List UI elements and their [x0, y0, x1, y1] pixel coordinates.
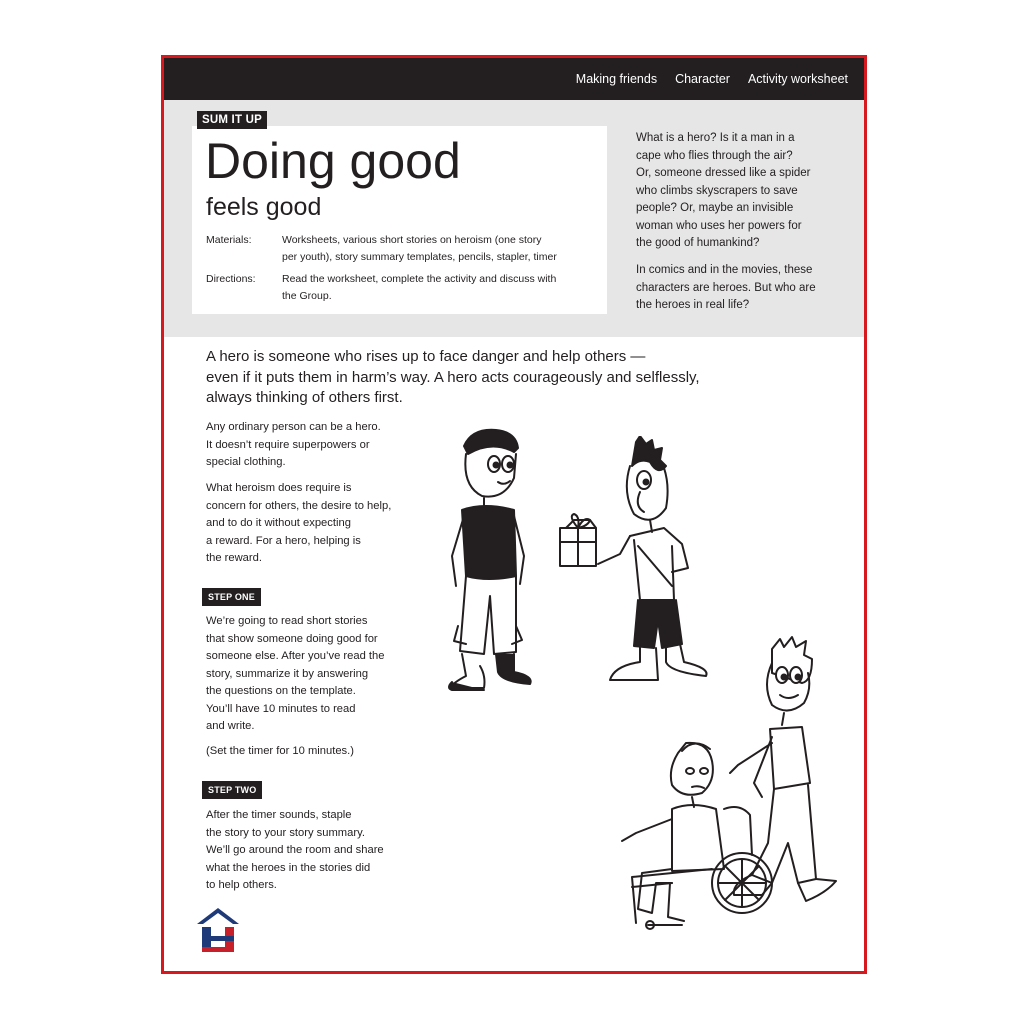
- body-paragraph-1: [206, 419, 406, 472]
- sum-it-up-badge: SUM IT UP: [197, 111, 267, 129]
- intro-paragraph-2: [636, 262, 826, 315]
- intro-line: What is a hero? Is it a man in a: [636, 132, 795, 144]
- intro-line: woman who uses her powers for: [636, 219, 802, 232]
- nav-character[interactable]: Character: [675, 72, 730, 86]
- step-line: We’re going to read short stories: [206, 615, 368, 627]
- directions-line: the Group.: [282, 289, 332, 302]
- intro-line: the heroes in real life?: [636, 299, 750, 311]
- step-line: story, summarize it by answering: [206, 667, 369, 680]
- boys-girls-club-logo-icon: [194, 904, 242, 954]
- directions-line: Read the worksheet, complete the activity and discuss with: [282, 273, 557, 285]
- lead-line: A hero is someone who rises up to face danger and help others —: [206, 348, 646, 365]
- step-one-text: [206, 613, 406, 736]
- step-line: the questions on the template.: [206, 685, 356, 697]
- lead-paragraph: [206, 347, 726, 409]
- step-line: After the timer sounds, staple: [206, 809, 352, 821]
- body-line: the reward.: [206, 552, 262, 564]
- step-line: to help others.: [206, 879, 277, 891]
- lead-line: always thinking of others first.: [206, 389, 403, 406]
- intro-line: the good of humankind?: [636, 237, 760, 249]
- nav-making-friends[interactable]: Making friends: [575, 72, 658, 86]
- step-line: and write.: [206, 720, 255, 732]
- directions-text: [282, 271, 602, 304]
- step-two-text: [206, 807, 406, 895]
- body-line: and to do it without expecting: [206, 517, 351, 529]
- materials-line: Worksheets, various short stories on heroism (one story: [282, 234, 542, 246]
- materials-text: [282, 232, 602, 265]
- worksheet-page: [161, 55, 867, 974]
- intro-line: characters are heroes. But who are: [636, 281, 816, 294]
- intro-line: people? Or, maybe an invisible: [636, 202, 794, 214]
- intro-line: cape who flies through the air?: [636, 149, 793, 162]
- intro-line: Or, someone dressed like a spider: [636, 167, 811, 179]
- boy-standing-illustration: [444, 426, 554, 691]
- directions-label: Directions:: [206, 273, 256, 285]
- page-title: Doing good: [205, 133, 461, 189]
- nav-activity-worksheet[interactable]: Activity worksheet: [747, 72, 848, 86]
- lead-line: even if it puts them in harm’s way. A hero acts courageously and selflessly,: [206, 368, 700, 386]
- step-one-badge: STEP ONE: [202, 588, 261, 606]
- body-line: a reward. For a hero, helping is: [206, 534, 361, 547]
- step-line: what the heroes in the stories did: [206, 861, 371, 874]
- materials-line: per youth), story summary templates, pencils, stapler, timer: [282, 250, 557, 263]
- materials-label: Materials:: [206, 234, 252, 246]
- intro-line: In comics and in the movies, these: [636, 264, 813, 276]
- body-line: concern for others, the desire to help,: [206, 499, 392, 512]
- step-line: someone else. After you’ve read the: [206, 650, 385, 662]
- body-paragraph-2: [206, 480, 406, 568]
- top-nav: [164, 58, 864, 100]
- step-two-badge: STEP TWO: [202, 781, 262, 799]
- step-line: that show someone doing good for: [206, 632, 378, 645]
- step-line: the story to your story summary.: [206, 826, 365, 839]
- step-line: We’ll go around the room and share: [206, 844, 384, 856]
- body-line: It doesn’t require superpowers or: [206, 438, 370, 451]
- intro-line: who climbs skyscrapers to save: [636, 184, 798, 197]
- step-line: You’ll have 10 minutes to read: [206, 702, 356, 715]
- body-line: What heroism does require is: [206, 482, 352, 494]
- step-one-note: (Set the timer for 10 minutes.): [206, 745, 354, 757]
- wheelchair-helper-illustration: [612, 633, 852, 933]
- intro-paragraph-1: [636, 130, 826, 253]
- body-line: special clothing.: [206, 456, 286, 468]
- page-subtitle: feels good: [206, 193, 322, 221]
- body-line: Any ordinary person can be a hero.: [206, 421, 381, 433]
